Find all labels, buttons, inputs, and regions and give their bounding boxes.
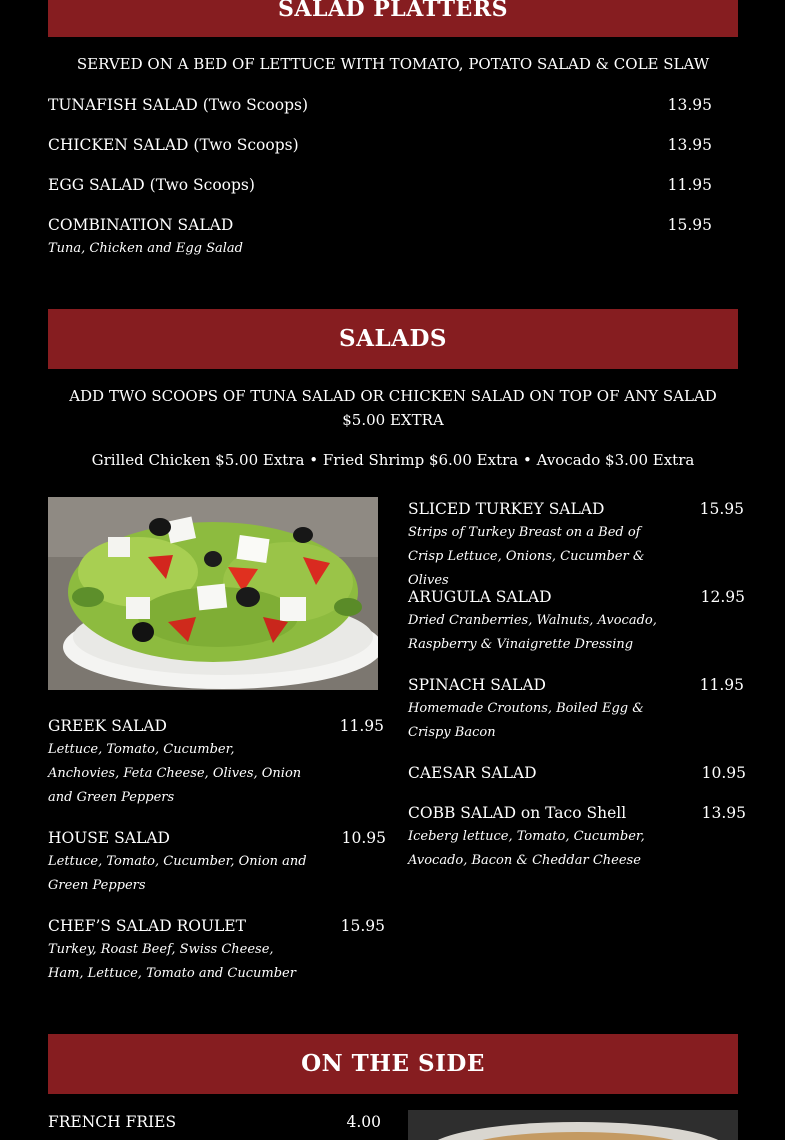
menu-item-price: 10.95 xyxy=(701,764,746,782)
menu-item-price: 4.00 xyxy=(346,1113,381,1131)
menu-item-name: HOUSE SALAD xyxy=(48,829,170,847)
side-dish-photo xyxy=(408,1110,738,1140)
menu-item-name: COBB SALAD on Taco Shell xyxy=(408,804,627,822)
menu-item-price: 13.95 xyxy=(701,804,746,822)
section-title-side: ON THE SIDE xyxy=(301,1050,485,1077)
menu-item-name: GREEK SALAD xyxy=(48,717,167,735)
menu-item-description: Lettuce, Tomato, Cucumber, Anchovies, Feta Cheese, Olives, Onion and Green Peppers xyxy=(48,742,302,805)
side-dish-illustration xyxy=(408,1110,738,1140)
salads-note-extras: Grilled Chicken $5.00 Extra • Fried Shrimp $6.00 Extra • Avocado $3.00 Extra xyxy=(91,451,695,469)
section-banner-platters xyxy=(48,0,738,37)
platters-note: SERVED ON A BED OF LETTUCE WITH TOMATO, POTATO SALAD & COLE SLAW xyxy=(76,55,710,73)
menu-item-price: 13.95 xyxy=(667,136,712,154)
menu-item-name: SPINACH SALAD xyxy=(408,676,546,694)
menu-item-description: Homemade Croutons, Boiled Egg & Crispy Bacon xyxy=(408,701,644,740)
menu-item-name: EGG SALAD (Two Scoops) xyxy=(48,176,255,194)
menu-item-description: Tuna, Chicken and Egg Salad xyxy=(48,241,243,256)
section-title-platters: SALAD PLATTERS xyxy=(277,0,508,22)
section-banner-side xyxy=(48,1034,738,1094)
section-banner-salads xyxy=(48,309,738,369)
menu-item-price: 11.95 xyxy=(667,176,712,194)
menu-item-name: ARUGULA SALAD xyxy=(408,588,552,606)
menu-item-name: FRENCH FRIES xyxy=(48,1113,177,1131)
menu-item-name: TUNAFISH SALAD (Two Scoops) xyxy=(48,96,308,114)
salads-note-scoops: ADD TWO SCOOPS OF TUNA SALAD OR CHICKEN SALAD ON TOP OF ANY SALAD $5.00 EXTRA xyxy=(69,387,717,429)
menu-item-price: 10.95 xyxy=(341,829,386,847)
salad-illustration xyxy=(48,497,378,690)
menu-item-price: 13.95 xyxy=(667,96,712,114)
greek-salad-photo xyxy=(48,497,378,690)
menu-item-name: SLICED TURKEY SALAD xyxy=(408,500,605,518)
menu-item-name: CHEF’S SALAD ROULET xyxy=(48,917,246,935)
menu-item-price: 15.95 xyxy=(340,917,385,935)
menu-item-name: CHICKEN SALAD (Two Scoops) xyxy=(48,136,299,154)
menu-item-description: Dried Cranberries, Walnuts, Avocado, Raspberry & Vinaigrette Dressing xyxy=(408,613,657,652)
menu-item-price: 12.95 xyxy=(700,588,745,606)
menu-item-price: 11.95 xyxy=(339,717,384,735)
menu-item-price: 15.95 xyxy=(699,500,744,518)
menu-item-price: 11.95 xyxy=(699,676,744,694)
menu-item-name: COMBINATION SALAD xyxy=(48,216,234,234)
menu-item-name: CAESAR SALAD xyxy=(408,764,537,782)
section-title-salads: SALADS xyxy=(338,325,448,352)
menu-item-description: Lettuce, Tomato, Cucumber, Onion and Green Peppers xyxy=(48,854,307,893)
menu-item-price: 15.95 xyxy=(667,216,712,234)
menu-item-description: Iceberg lettuce, Tomato, Cucumber, Avocado, Bacon & Cheddar Cheese xyxy=(408,829,645,868)
menu-item-description: Strips of Turkey Breast on a Bed of Crisp Lettuce, Onions, Cucumber & Olives xyxy=(408,525,645,588)
menu-item-description: Turkey, Roast Beef, Swiss Cheese, Ham, Lettuce, Tomato and Cucumber xyxy=(48,942,296,981)
